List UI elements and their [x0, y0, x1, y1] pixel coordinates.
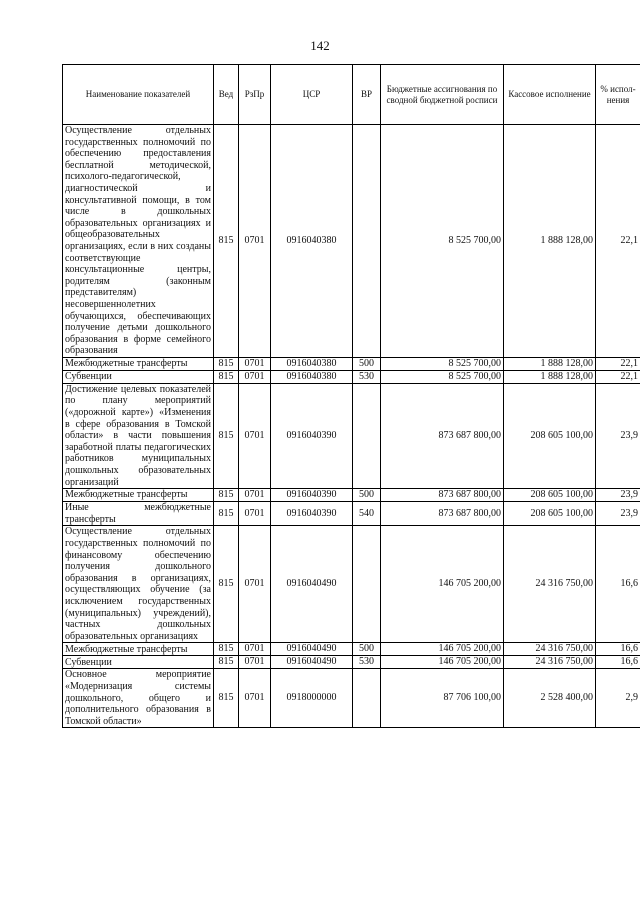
row-ved: 815 [214, 383, 239, 488]
row-vr: 500 [353, 489, 381, 502]
header-percent: % испол-нения [596, 65, 640, 125]
row-name: Межбюджетные трансферты [63, 643, 214, 656]
row-vr [353, 383, 381, 488]
row-cash: 24 316 750,00 [504, 656, 596, 669]
row-name: Осуществление отдельных государственных полномочий по финансовому обеспечению получения дошкольного образования в организациях, осуществляющих обучение (за исключением государственных (муниципальных) учреждений), частных дошкольных образовательных организациях [63, 526, 214, 643]
row-cash: 1 888 128,00 [504, 370, 596, 383]
row-cash: 2 528 400,00 [504, 669, 596, 728]
row-percent: 23,9 [596, 489, 640, 502]
row-rzpr: 0701 [239, 656, 271, 669]
row-name: Межбюджетные трансферты [63, 357, 214, 370]
row-csr: 0916040380 [271, 125, 353, 358]
header-vr: ВР [353, 65, 381, 125]
table-row [63, 370, 640, 383]
row-csr: 0916040490 [271, 656, 353, 669]
row-cash: 208 605 100,00 [504, 489, 596, 502]
row-percent: 22,1 [596, 125, 640, 358]
table-row [63, 643, 640, 656]
row-cash: 208 605 100,00 [504, 383, 596, 488]
row-vr: 530 [353, 656, 381, 669]
row-csr: 0916040390 [271, 383, 353, 488]
row-rzpr: 0701 [239, 383, 271, 488]
row-budget: 146 705 200,00 [381, 643, 504, 656]
row-budget: 873 687 800,00 [381, 489, 504, 502]
row-rzpr: 0701 [239, 357, 271, 370]
row-csr: 0916040490 [271, 643, 353, 656]
row-name: Субвенции [63, 656, 214, 669]
row-vr: 500 [353, 643, 381, 656]
row-ved: 815 [214, 489, 239, 502]
row-ved: 815 [214, 643, 239, 656]
row-csr: 0916040490 [271, 526, 353, 643]
row-name: Достижение целевых показателей по плану мероприятий («дорожной карте») «Изменения в сфере образования в Томской области» в части повышения заработной платы педагогических работников муниципальных дошкольных образовательных организаций [63, 383, 214, 488]
row-name: Субвенции [63, 370, 214, 383]
row-ved: 815 [214, 125, 239, 358]
row-ved: 815 [214, 526, 239, 643]
row-rzpr: 0701 [239, 125, 271, 358]
header-budget: Бюджетные ассигнования по сводной бюджетной росписи [381, 65, 504, 125]
header-ved: Вед [214, 65, 239, 125]
row-vr: 530 [353, 370, 381, 383]
row-ved: 815 [214, 656, 239, 669]
row-ved: 815 [214, 370, 239, 383]
row-percent: 22,1 [596, 357, 640, 370]
budget-execution-table [62, 64, 640, 728]
table-row [63, 669, 640, 728]
row-name: Межбюджетные трансферты [63, 489, 214, 502]
row-vr: 540 [353, 502, 381, 526]
page-number: 142 [310, 38, 330, 53]
row-budget: 8 525 700,00 [381, 125, 504, 358]
row-percent: 2,9 [596, 669, 640, 728]
row-cash: 24 316 750,00 [504, 643, 596, 656]
header-rzpr: РзПр [239, 65, 271, 125]
row-cash: 1 888 128,00 [504, 357, 596, 370]
table-row [63, 125, 640, 358]
row-csr: 0916040390 [271, 502, 353, 526]
row-rzpr: 0701 [239, 643, 271, 656]
row-ved: 815 [214, 502, 239, 526]
row-csr: 0918000000 [271, 669, 353, 728]
row-ved: 815 [214, 357, 239, 370]
table-row [63, 502, 640, 526]
row-cash: 24 316 750,00 [504, 526, 596, 643]
table-row [63, 489, 640, 502]
row-vr [353, 526, 381, 643]
row-percent: 23,9 [596, 502, 640, 526]
table-row [63, 656, 640, 669]
row-rzpr: 0701 [239, 669, 271, 728]
row-csr: 0916040390 [271, 489, 353, 502]
row-vr: 500 [353, 357, 381, 370]
row-budget: 8 525 700,00 [381, 357, 504, 370]
row-rzpr: 0701 [239, 370, 271, 383]
row-percent: 23,9 [596, 383, 640, 488]
table-header [63, 65, 640, 125]
row-percent: 16,6 [596, 656, 640, 669]
row-budget: 146 705 200,00 [381, 526, 504, 643]
row-budget: 146 705 200,00 [381, 656, 504, 669]
row-name: Иные межбюджетные трансферты [63, 502, 214, 526]
row-ved: 815 [214, 669, 239, 728]
row-budget: 87 706 100,00 [381, 669, 504, 728]
table-row [63, 383, 640, 488]
row-vr [353, 125, 381, 358]
table-row [63, 526, 640, 643]
row-percent: 16,6 [596, 643, 640, 656]
header-cash: Кассовое исполнение [504, 65, 596, 125]
header-csr: ЦСР [271, 65, 353, 125]
row-cash: 208 605 100,00 [504, 502, 596, 526]
row-rzpr: 0701 [239, 502, 271, 526]
row-vr [353, 669, 381, 728]
row-name: Осуществление отдельных государственных полномочий по обеспечению предоставления бесплатной методической, психолого-педагогической, диагностической и консультативной помощи, в том числе в дошкольных образовательных организациях и общеобразовательных организациях, если в них созданы соответствующие консультационные центры, родителям (законным представителям) несовершеннолетних обучающихся, обеспечивающих получение детьми дошкольного образования в форме семейного образования [63, 125, 214, 358]
row-csr: 0916040380 [271, 357, 353, 370]
row-budget: 873 687 800,00 [381, 383, 504, 488]
row-percent: 22,1 [596, 370, 640, 383]
row-budget: 873 687 800,00 [381, 502, 504, 526]
row-cash: 1 888 128,00 [504, 125, 596, 358]
row-budget: 8 525 700,00 [381, 370, 504, 383]
row-csr: 0916040380 [271, 370, 353, 383]
row-name: Основное мероприятие «Модернизация системы дошкольного, общего и дополнительного образования в Томской области» [63, 669, 214, 728]
header-name: Наименование показателей [63, 65, 214, 125]
row-percent: 16,6 [596, 526, 640, 643]
table-row [63, 357, 640, 370]
row-rzpr: 0701 [239, 489, 271, 502]
row-rzpr: 0701 [239, 526, 271, 643]
